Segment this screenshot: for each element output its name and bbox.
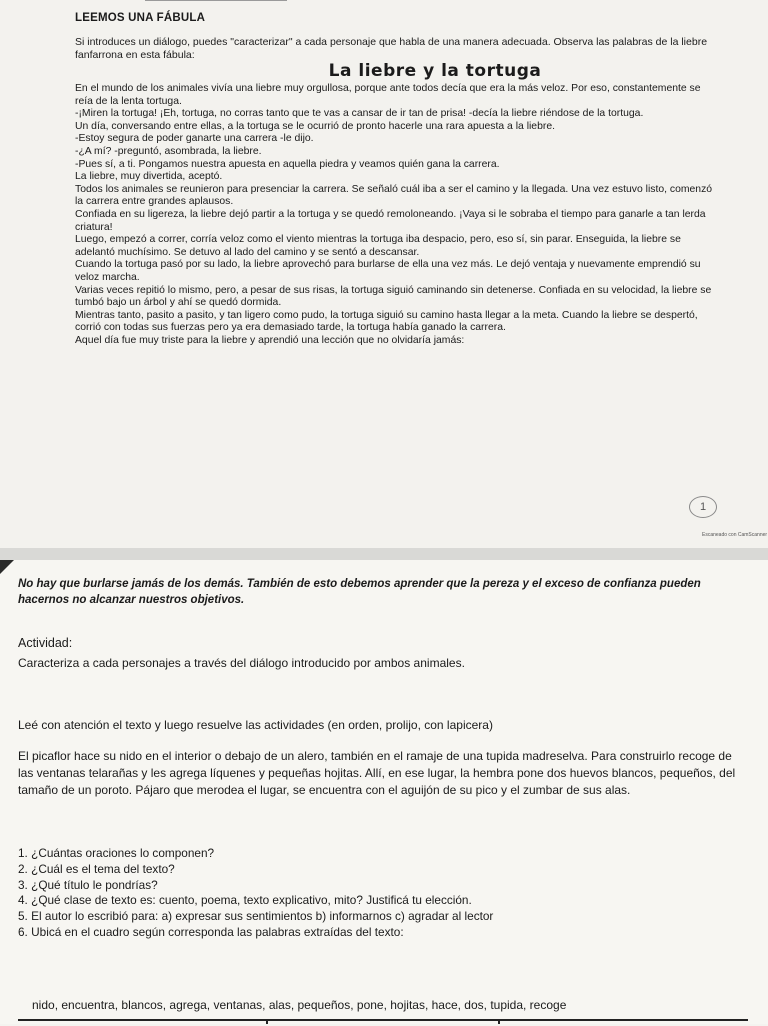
question-item: 3. ¿Qué título le pondrías? xyxy=(18,877,158,892)
word-list: nido, encuentra, blancos, agrega, ventanas, alas, pequeños, pone, hojitas, hace, dos, tupida, recoge xyxy=(32,998,567,1012)
question-list xyxy=(18,846,748,941)
question-item: 2. ¿Cuál es el tema del texto? xyxy=(18,861,175,876)
question-item: 4. ¿Qué clase de texto es: cuento, poema, texto explicativo, mito? Justificá tu elección. xyxy=(18,893,472,908)
fable-paragraph: Luego, empezó a correr, corría veloz como el viento mientras la tortuga iba despacio, pero, eso sí, sin parar. Enseguida, la liebre se adelantó muchísimo. Se detuvo al lado del camino y se sentó a descansar. xyxy=(75,234,681,258)
fable-paragraph: Confiada en su ligereza, la liebre dejó partir a la tortuga y se quedó remoloneando. ¡Vaya si le sobraba el tiempo para ganarle a tan lerda criatura! xyxy=(75,208,706,233)
fable-paragraph: -¿A mí? -preguntó, asombrada, la liebre. xyxy=(75,145,262,157)
page-1-content xyxy=(75,12,715,347)
fable-paragraph: Mientras tanto, pasito a pasito, y tan ligero como pudo, la tortuga siguió su camino hasta llegar a la meta. Cuando la liebre se despertó, corrió con todas sus fuerzas pero ya era demasiado tarde, la tortuga había ganado la carrera. xyxy=(75,309,698,334)
picaflor-paragraph: El picaflor hace su nido en el interior o debajo de un alero, también en el ramaje de una tupida madreselva. Para construirlo recoge de las ventanas telarañas y les agrega líquenes y pequeñas hojitas. Allí, en ese lugar, la hembra pone dos huevos blancos, pequeños, del tamaño de un poroto. Pájaro que merodea el lugar, se encuentra con el aguijón de su pico y el zumbar de sus alas. xyxy=(18,749,736,797)
fable-text xyxy=(75,83,715,347)
fable-paragraph: -¡Miren la tortuga! ¡Eh, tortuga, no corras tanto que te vas a cansar de ir tan de prisa! -decía la liebre riéndose de la tortuga. xyxy=(75,108,644,120)
table-top-border xyxy=(18,1019,748,1026)
top-rule xyxy=(145,0,287,1)
section-heading: LEEMOS UNA FÁBULA xyxy=(75,12,206,24)
fable-paragraph: Varias veces repitió lo mismo, pero, a pesar de sus risas, la tortuga siguió caminando sin detenerse. Confiada en su velocidad, la liebre se tumbó bajo un árbol y ahí se quedó dormida. xyxy=(75,284,712,309)
fable-paragraph: -Estoy segura de poder ganarte una carrera -le dijo. xyxy=(75,133,314,145)
question-item: 5. El autor lo escribió para: a) expresar sus sentimientos b) informarnos c) agradar al lector xyxy=(18,909,494,924)
fable-paragraph: En el mundo de los animales vivía una liebre muy orgullosa, porque ante todos decía que era la más veloz. Por eso, constantemente se reía de la lenta tortuga. xyxy=(75,83,701,107)
table-column-divider xyxy=(266,1019,268,1024)
fable-title: La liebre y la tortuga xyxy=(328,61,542,81)
intro-text: Si introduces un diálogo, puedes "caracterizar" a cada personaje que habla de una manera adecuada. Observa las palabras de la liebre fanfarrona en esta fábula: xyxy=(75,36,708,61)
page-gap xyxy=(0,548,768,560)
fable-paragraph: Un día, conversando entre ellas, a la tortuga se le ocurrió de pronto hacerle una rara apuesta a la liebre. xyxy=(75,120,555,132)
scanner-watermark: Escaneado con CamScanner xyxy=(702,532,768,538)
fable-paragraph: Aquel día fue muy triste para la liebre y aprendió una lección que no olvidaría jamás: xyxy=(75,334,465,346)
activity-text: Caracteriza a cada personajes a través del diálogo introducido por ambos animales. xyxy=(18,656,465,670)
scan-shadow xyxy=(0,560,14,574)
fable-paragraph: -Pues sí, a ti. Pongamos nuestra apuesta en aquella piedra y veamos quién gana la carrera. xyxy=(75,158,500,170)
fable-moral: No hay que burlarse jamás de los demás. También de esto debemos aprender que la pereza y el exceso de confianza pueden hacernos no alcanzar nuestros objetivos. xyxy=(18,578,701,606)
table-column-divider xyxy=(498,1019,500,1024)
question-item: 6. Ubicá en el cuadro según corresponda las palabras extraídas del texto: xyxy=(18,924,404,939)
fable-paragraph: Cuando la tortuga pasó por su lado, la liebre aprovechó para burlarse de ella una vez más. Le dejó ventaja y nuevamente emprendió su veloz marcha. xyxy=(75,259,701,283)
page-number: 1 xyxy=(689,496,717,518)
worksheet-page-2 xyxy=(0,560,768,1024)
question-item: 1. ¿Cuántas oraciones lo componen? xyxy=(18,846,215,860)
fable-paragraph: La liebre, muy divertida, aceptó. xyxy=(75,171,223,183)
fable-paragraph: Todos los animales se reunieron para presenciar la carrera. Se señaló cuál iba a ser el camino y la llegada. Una vez estuvo listo, comenzó la carrera entre grandes aplausos. xyxy=(75,183,713,208)
instructions: Leé con atención el texto y luego resuelve las actividades (en orden, prolijo, con lapicera) xyxy=(18,718,493,732)
activity-heading: Actividad: xyxy=(18,636,73,650)
